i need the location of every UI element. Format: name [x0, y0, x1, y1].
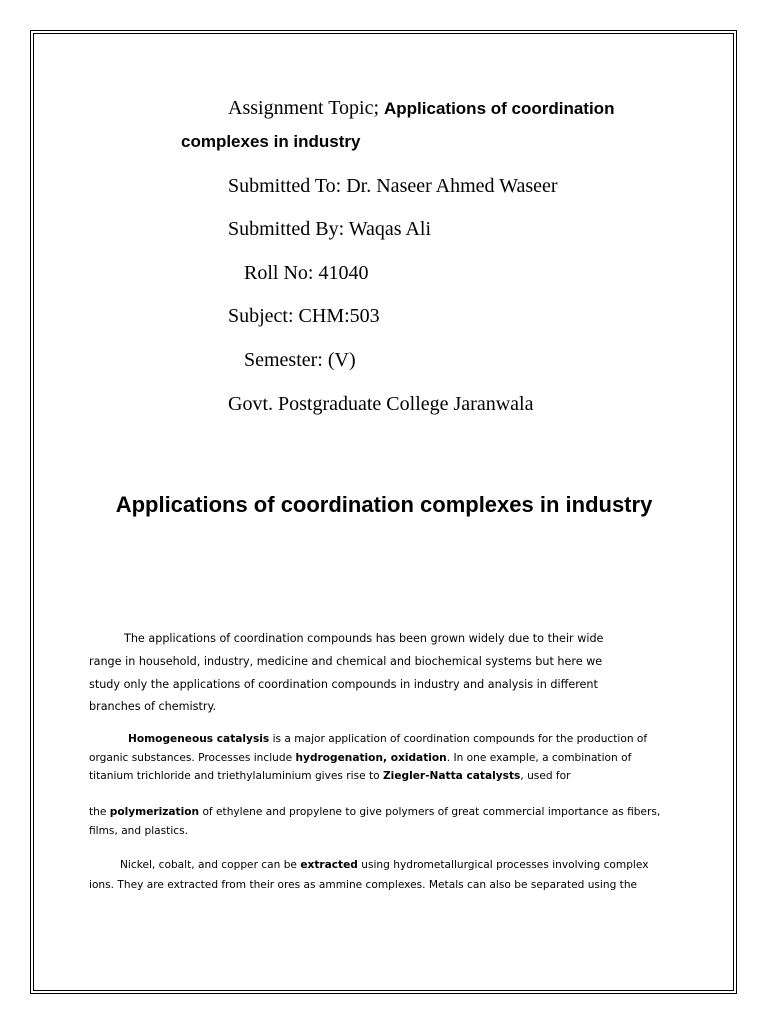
para1-line4: branches of chemistry. [89, 700, 217, 713]
para1-line2: range in household, industry, medicine and chemical and biochemical systems but here we [89, 655, 603, 668]
topic-label: Assignment Topic; [228, 97, 385, 119]
term-polymerization: polymerization [109, 806, 200, 818]
para3-line1-text-b: of ethylene and propylene to give polymers of great commercial importance as fibers, [199, 806, 661, 818]
para2-line1-text: is a major application of coordination compounds for the production of [269, 733, 648, 745]
college: Govt. Postgraduate College Jaranwala [228, 393, 534, 415]
para2-line2-text-a: organic substances. Processes include [89, 752, 296, 764]
subject: Subject: CHM:503 [228, 305, 380, 327]
para2-line3-text-b: , used for [520, 770, 571, 782]
submitted-to: Submitted To: Dr. Naseer Ahmed Waseer [228, 175, 558, 197]
submitted-by: Submitted By: Waqas Ali [228, 218, 432, 240]
para1-line3: study only the applications of coordination compounds in industry and analysis in different [89, 678, 598, 691]
para4-line2: ions. They are extracted from their ores as ammine complexes. Metals can also be separated using the [89, 879, 638, 891]
para4-line1-text-a: Nickel, cobalt, and copper can be [120, 859, 301, 871]
topic-text: Applications of coordination [384, 99, 615, 118]
para2-line3-text-a: titanium trichloride and triethylaluminium gives rise to [89, 770, 383, 782]
para3-line1-text-a: the [89, 806, 110, 818]
term-homogeneous-catalysis: Homogeneous catalysis [128, 733, 270, 745]
para4-line1-text-b: using hydrometallurgical processes involving complex [357, 859, 649, 871]
para4-line1 [120, 856, 648, 875]
topic-text-continued: complexes in industry [181, 132, 361, 151]
semester: Semester: (V) [244, 349, 356, 371]
roll-no: Roll No: 41040 [244, 262, 369, 284]
para3-line2: films, and plastics. [89, 825, 188, 837]
term-ziegler-natta: Ziegler-Natta catalysts [383, 770, 521, 782]
para1-line1: The applications of coordination compounds has been grown widely due to their wide [124, 632, 604, 645]
document-title: Applications of coordination complexes in industry [115, 492, 653, 517]
term-extracted: extracted [300, 859, 358, 871]
term-hydrogenation-oxidation: hydrogenation, oxidation [295, 752, 447, 764]
para3-line1 [89, 803, 660, 822]
para2-line2 [89, 749, 631, 768]
assignment-topic-line [228, 96, 614, 121]
para2-line2-text-b: . In one example, a combination of [446, 752, 632, 764]
para2-line1 [128, 730, 647, 749]
para2-line3 [89, 767, 571, 786]
